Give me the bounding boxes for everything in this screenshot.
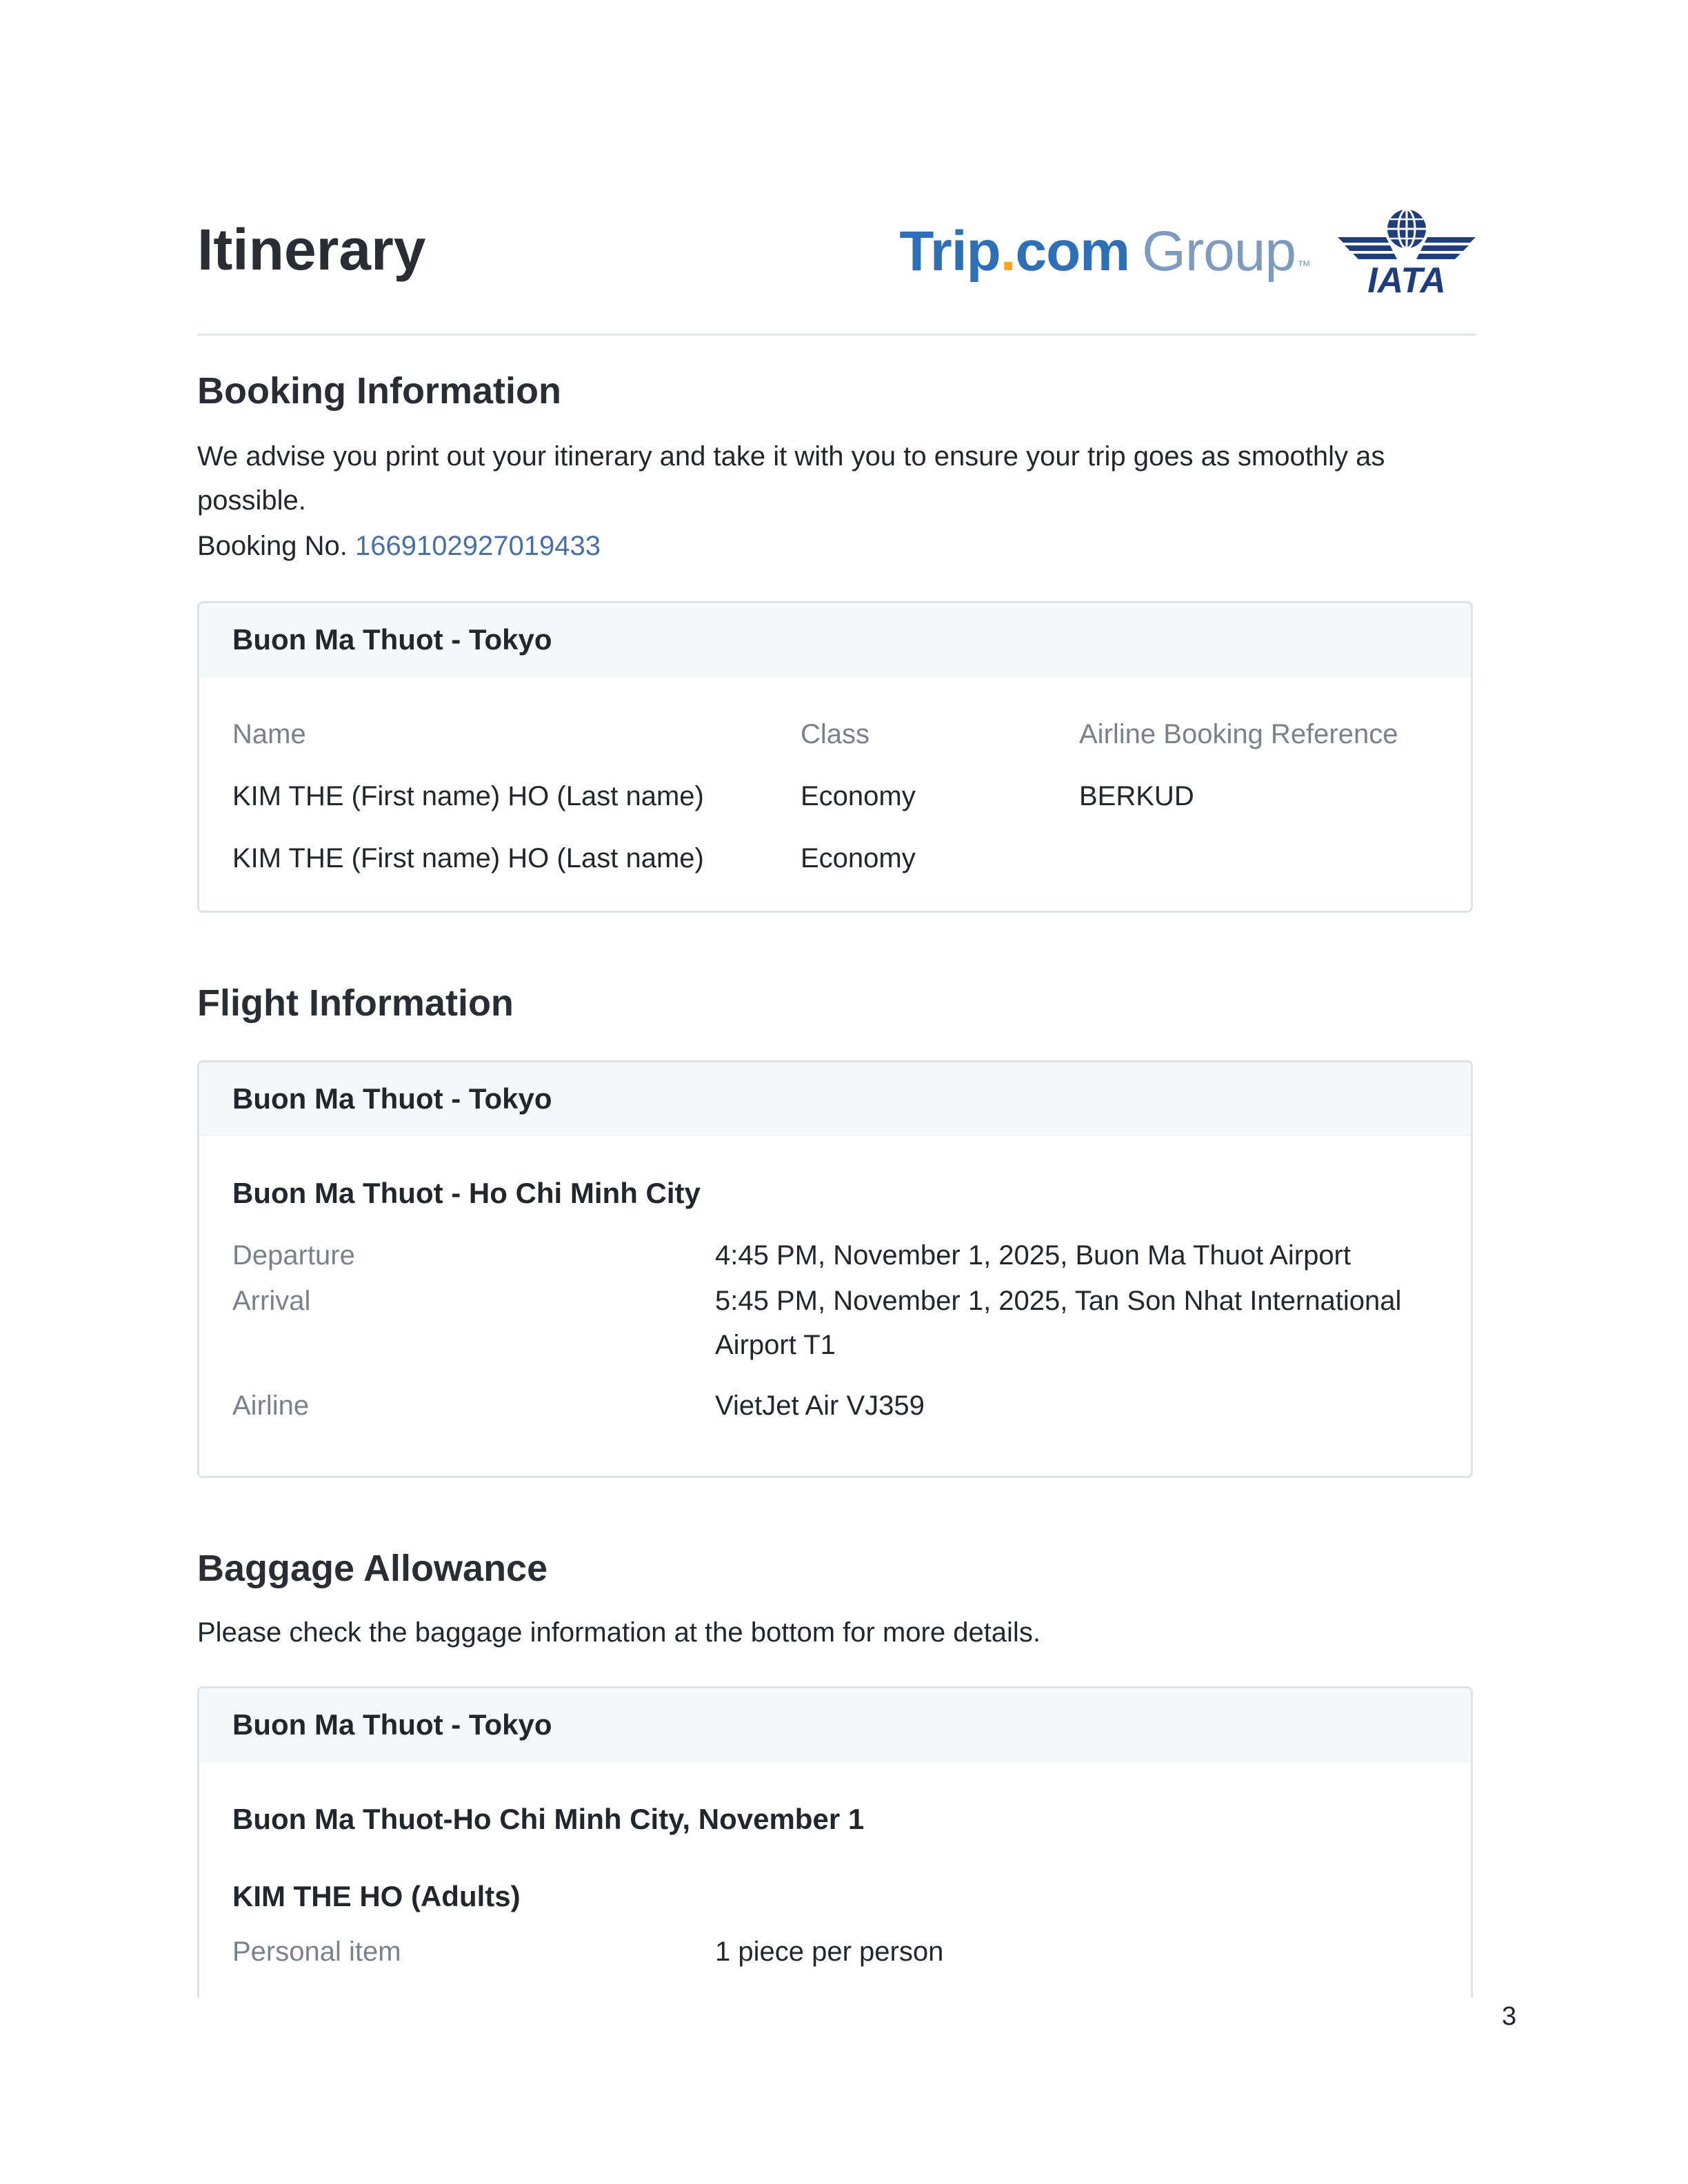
baggage-note: Please check the baggage information at the bottom for more details. — [197, 1617, 1041, 1648]
arrival-value: 5:45 PM, November 1, 2025, Tan Son Nhat International Airport T1 — [715, 1286, 1402, 1360]
iata-logo — [1338, 207, 1476, 296]
baggage-segment-title: Buon Ma Thuot-Ho Chi Minh City, November 1 — [232, 1803, 865, 1835]
booking-card-title: Buon Ma Thuot - Tokyo — [199, 603, 1471, 677]
booking-advice: We advise you print out your itinerary and take it with you to ensure your trip goes as smoothly as possible. — [197, 441, 1385, 516]
flight-card — [197, 1060, 1473, 1478]
page-title: Itinerary — [197, 217, 426, 282]
passenger-class: Economy — [801, 781, 916, 811]
baggage-heading: Baggage Allowance — [197, 1548, 548, 1589]
baggage-passenger: KIM THE HO (Adults) — [232, 1880, 521, 1912]
booking-number-label: Booking No. — [197, 531, 348, 561]
booking-card — [197, 601, 1473, 913]
departure-value: 4:45 PM, November 1, 2025, Buon Ma Thuot Airport — [715, 1240, 1351, 1271]
booking-number-line — [197, 524, 1476, 568]
page-number: 3 — [1502, 2002, 1517, 2031]
page-header — [197, 207, 1476, 317]
airline-value: VietJet Air VJ359 — [715, 1391, 925, 1421]
arrival-label: Arrival — [232, 1286, 311, 1316]
header-divider — [197, 334, 1476, 336]
departure-label: Departure — [232, 1240, 355, 1271]
passenger-booking-reference: BERKUD — [1079, 781, 1194, 811]
booking-number[interactable]: 1669102927019433 — [355, 531, 601, 561]
flight-segment-title: Buon Ma Thuot - Ho Chi Minh City — [232, 1177, 701, 1209]
personal-item-value: 1 piece per person — [715, 1937, 944, 1967]
col-class: Class — [801, 719, 870, 749]
passenger-name: KIM THE (First name) HO (Last name) — [232, 843, 704, 873]
trip-com-group-logo: Trip . com Group ™ — [899, 220, 1310, 283]
personal-item-label: Personal item — [232, 1937, 401, 1967]
flight-heading: Flight Information — [197, 982, 514, 1024]
flight-card-title: Buon Ma Thuot - Tokyo — [199, 1062, 1471, 1136]
baggage-card — [197, 1686, 1473, 1998]
baggage-card-title: Buon Ma Thuot - Tokyo — [199, 1688, 1471, 1762]
svg-text:IATA: IATA — [1367, 261, 1446, 296]
logos — [899, 207, 1476, 296]
booking-heading: Booking Information — [197, 370, 561, 412]
col-name: Name — [232, 719, 306, 749]
airline-label: Airline — [232, 1391, 310, 1421]
passenger-class: Economy — [801, 843, 916, 873]
col-booking-reference: Airline Booking Reference — [1079, 719, 1398, 749]
passenger-name: KIM THE (First name) HO (Last name) — [232, 781, 704, 811]
